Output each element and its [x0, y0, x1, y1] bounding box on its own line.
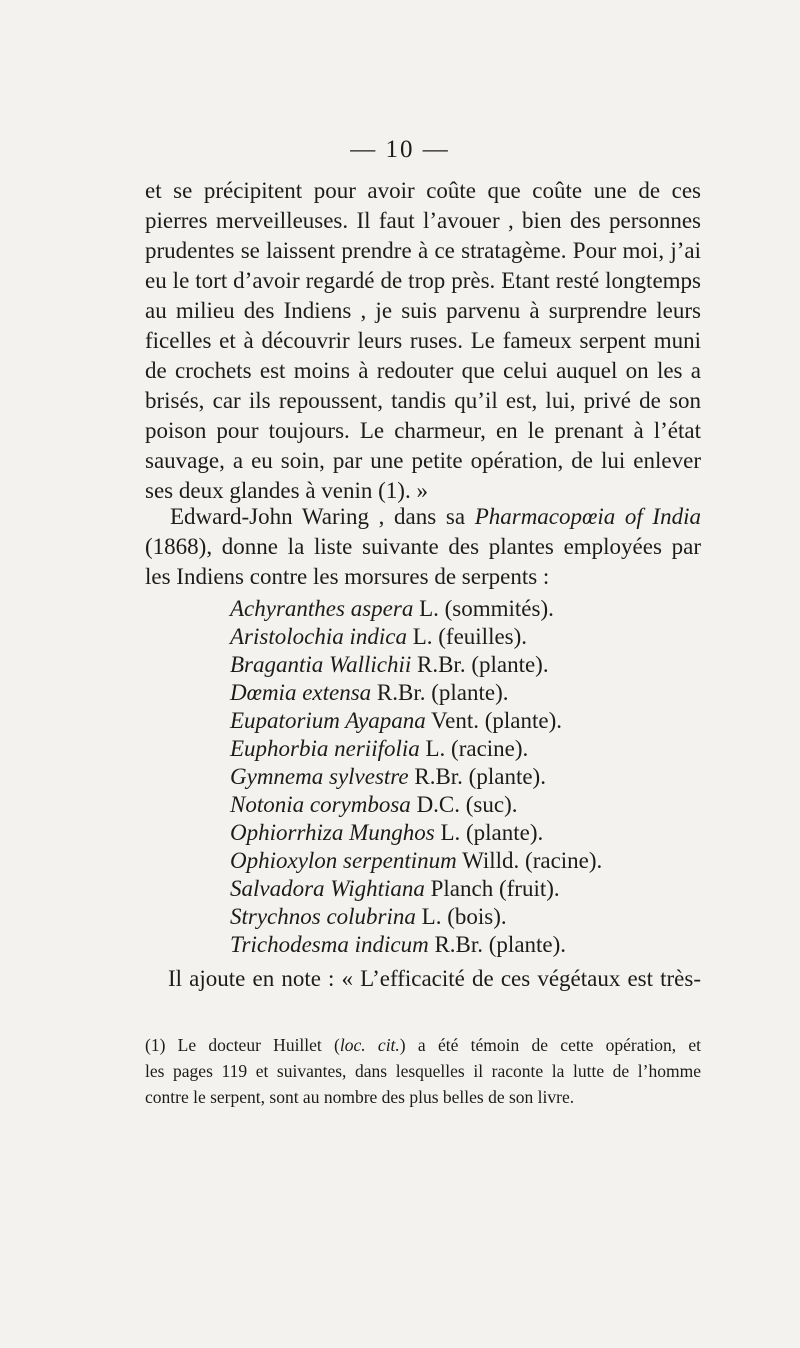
text-line: au milieu des Indiens , je suis parvenu à surprendre leurs	[145, 298, 701, 323]
plant-name: Trichodesma indicum	[230, 932, 429, 957]
plant-entry	[230, 622, 527, 652]
plant-entry	[230, 734, 528, 764]
plant-name: Aristolochia indica	[230, 624, 407, 649]
plant-detail: R.Br. (plante).	[411, 652, 549, 677]
plant-entry	[230, 846, 602, 876]
plant-name: Gymnema sylvestre	[230, 764, 409, 789]
plant-entry	[230, 678, 509, 708]
plant-name: Ophioxylon serpentinum	[230, 848, 457, 873]
plant-name: Dœmia extensa	[230, 680, 372, 705]
plant-entry	[230, 650, 549, 680]
plant-detail: Vent. (plante).	[425, 708, 562, 733]
plant-entry	[230, 902, 507, 932]
text-line: ses deux glandes à venin (1). »	[145, 478, 428, 503]
plant-name: Euphorbia neriifolia	[230, 736, 420, 761]
plant-entry	[230, 706, 562, 736]
paragraph-3: Il ajoute en note : « L’efficacité de ces végétaux est très-	[168, 966, 701, 991]
text-line: sauvage, a eu soin, par une petite opération, de lui enlever	[145, 448, 701, 473]
book-title: Pharmacopœia of India	[474, 504, 701, 529]
text-line: et se précipitent pour avoir coûte que coûte une de ces	[145, 178, 701, 203]
text-line: eu le tort d’avoir regardé de trop près. Etant resté longtemps	[145, 268, 701, 293]
plant-detail: L. (racine).	[419, 736, 529, 761]
plant-detail: Planch (fruit).	[424, 876, 560, 901]
footnote-line: contre le serpent, sont au nombre des plus belles de son livre.	[145, 1087, 575, 1107]
text-line: brisés, car ils repoussent, tandis qu’il est, lui, privé de son	[145, 388, 701, 413]
text-line	[170, 502, 701, 532]
text-line: pierres merveilleuses. Il faut l’avouer , bien des personnes	[145, 208, 701, 233]
text-span: (1) Le docteur Huillet (	[145, 1035, 340, 1055]
plant-name: Notonia corymbosa	[230, 792, 411, 817]
plant-detail: L. (bois).	[415, 904, 507, 929]
plant-detail: L. (plante).	[434, 820, 544, 845]
text-span: Edward-John Waring , dans sa	[170, 504, 475, 529]
plant-name: Salvadora Wightiana	[230, 876, 425, 901]
text-line: (1868), donne la liste suivante des plantes employées par	[145, 534, 701, 559]
plant-detail: R.Br. (plante).	[371, 680, 509, 705]
plant-detail: Willd. (racine).	[456, 848, 603, 873]
citation: loc. cit.	[339, 1035, 400, 1055]
plant-entry	[230, 594, 554, 624]
plant-name: Achyranthes aspera	[230, 596, 414, 621]
plant-name: Ophiorrhiza Munghos	[230, 820, 435, 845]
plant-entry	[230, 930, 566, 960]
page-number: — 10 —	[350, 136, 450, 163]
text-line: les Indiens contre les morsures de serpents :	[145, 564, 550, 589]
plant-detail: L. (sommités).	[413, 596, 554, 621]
plant-entry	[230, 790, 518, 820]
text-line: ficelles et à découvrir leurs ruses. Le fameux serpent muni	[145, 328, 701, 353]
footnote-line	[145, 1032, 701, 1058]
plant-detail: R.Br. (plante).	[408, 764, 546, 789]
plant-name: Strychnos colubrina	[230, 904, 416, 929]
plant-name: Bragantia Wallichii	[230, 652, 412, 677]
text-line: poison pour toujours. Le charmeur, en le prenant à l’état	[145, 418, 701, 443]
plant-entry	[230, 874, 560, 904]
plant-name: Eupatorium Ayapana	[230, 708, 426, 733]
plant-detail: D.C. (suc).	[410, 792, 518, 817]
plant-entry	[230, 818, 543, 848]
plant-entry	[230, 762, 546, 792]
text-span: ) a été témoin de cette opération, et	[399, 1035, 701, 1055]
plant-detail: L. (feuilles).	[406, 624, 528, 649]
text-line: de crochets est moins à redouter que celui auquel on les a	[145, 358, 701, 383]
plant-detail: R.Br. (plante).	[428, 932, 567, 957]
text-line: prudentes se laissent prendre à ce stratagème. Pour moi, j’ai	[145, 238, 701, 263]
footnote-line: les pages 119 et suivantes, dans lesquelles il raconte la lutte de l’homme	[145, 1061, 701, 1081]
